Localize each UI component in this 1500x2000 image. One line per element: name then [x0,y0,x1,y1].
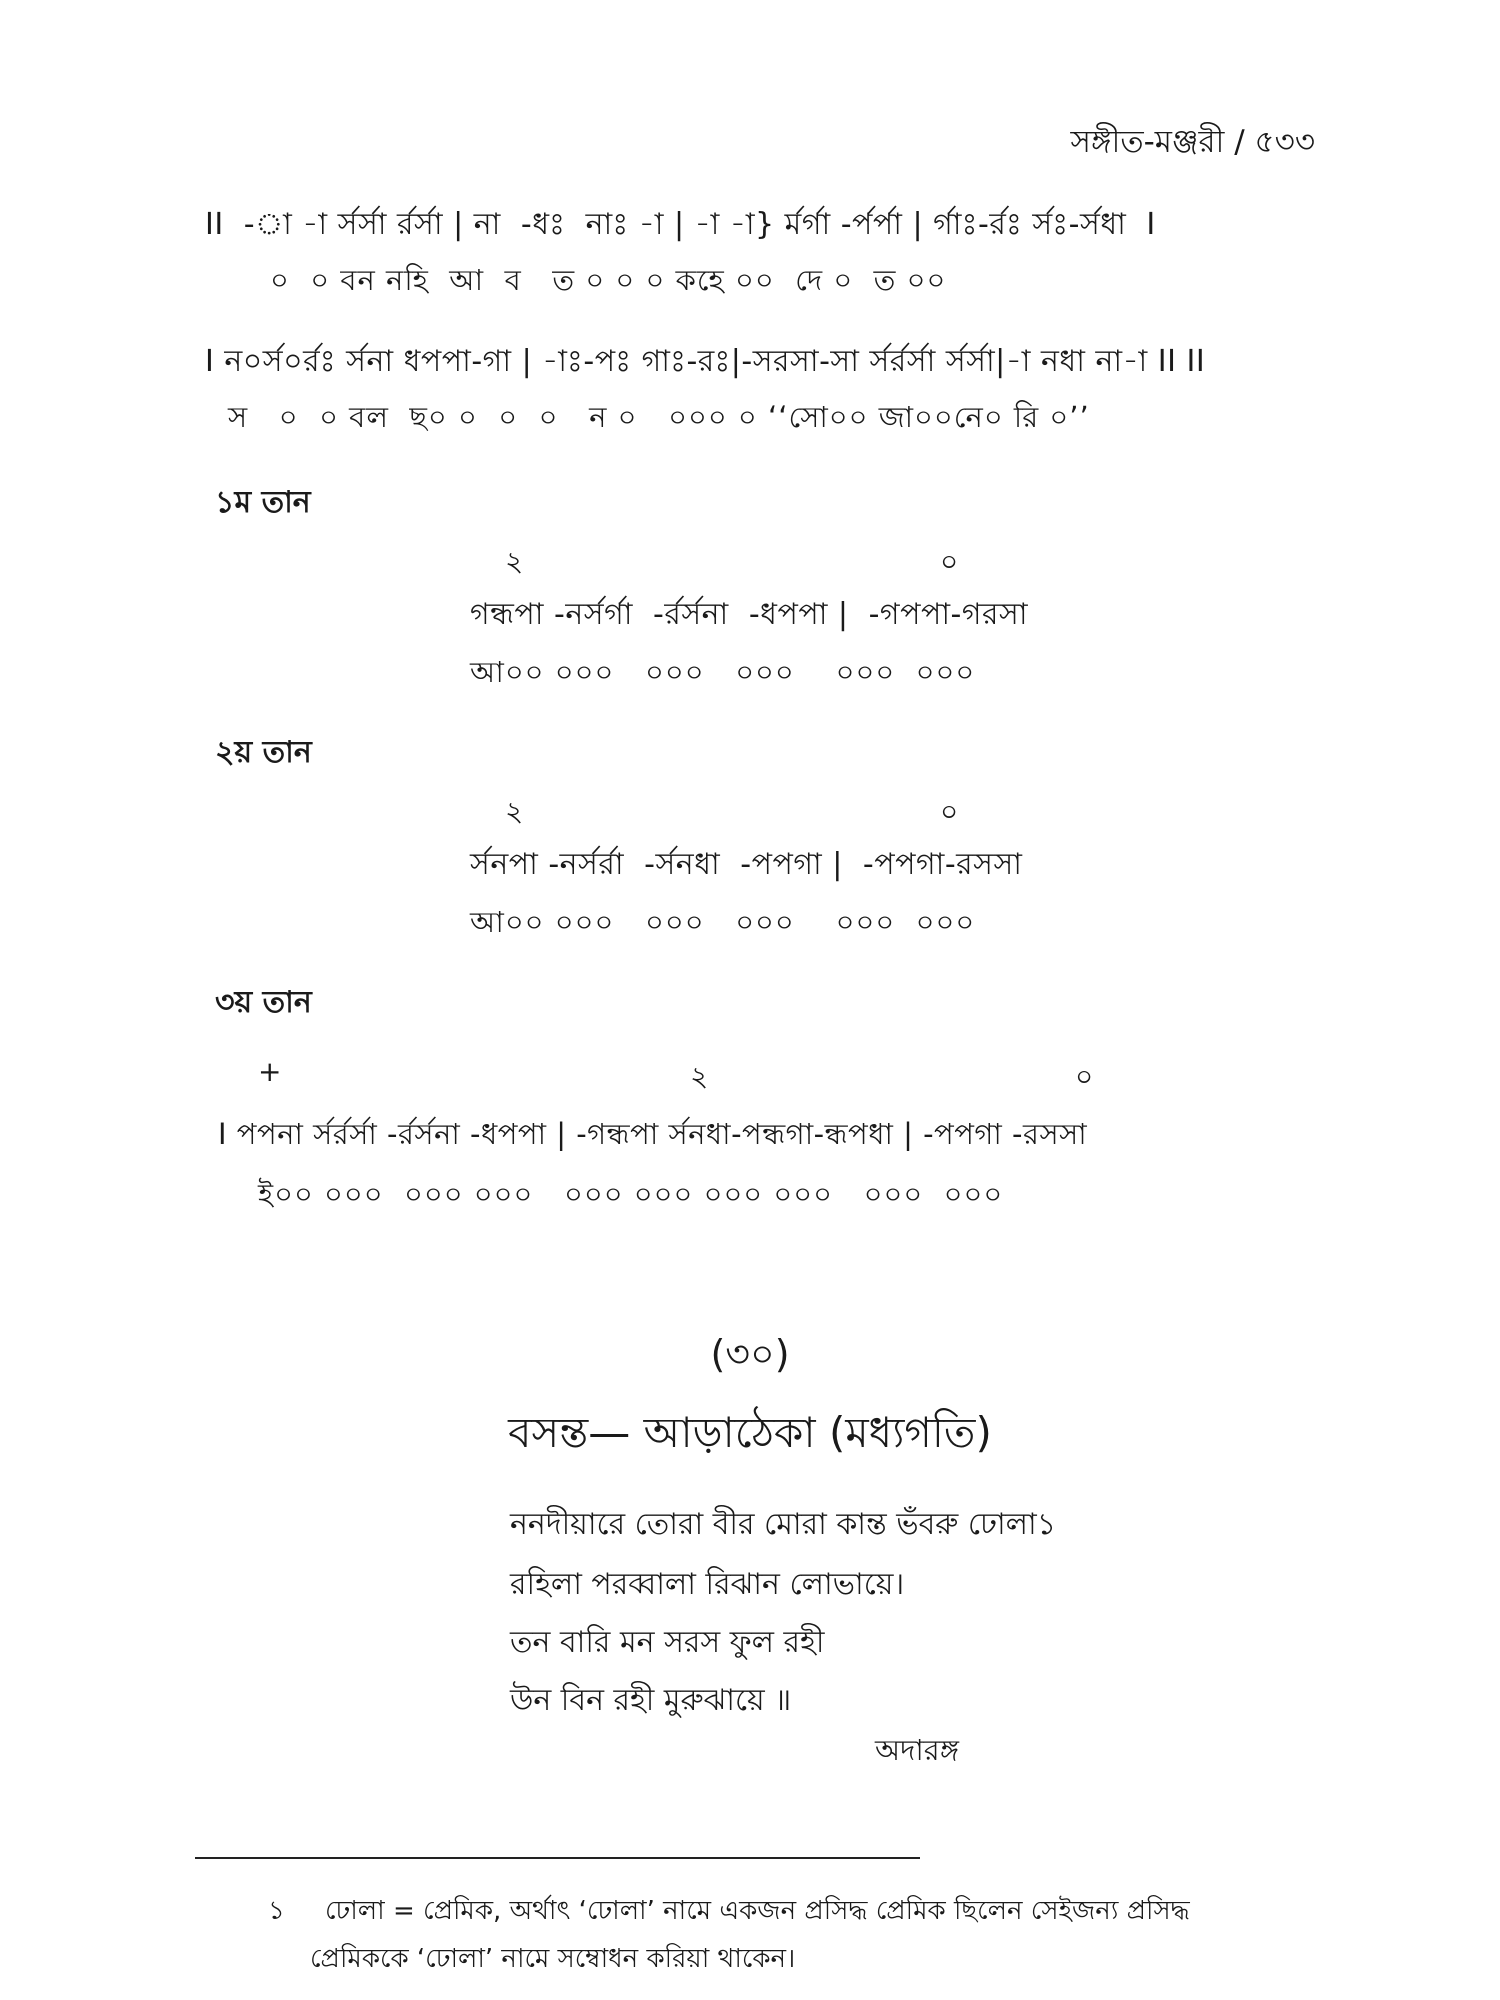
footnote-line-2: প্রেমিককে ‘ঢোলা’ নামে সম্বোধন করিয়া থাকেন। [310,1944,796,1974]
poem-line-4: উন বিন রহী মুরুঝায়ে ॥ [510,1683,792,1718]
tan-1-notes: গন্ধপা -নর্সর্গা -র্রর্সনা -ধপপা | -গপপা-গরসা [470,597,1029,632]
tan-2-beat-2: ২ [505,795,524,828]
tan-1-beat-0: ০ [940,545,959,578]
tan-2-notes: র্সনপা -নর্সর্রা -র্সনধা -পপগা | -পপগা-রসসা [470,847,1023,882]
song-number: (৩০) [710,1332,790,1376]
poem-line-1: ননদীয়ারে তোরা বীর মোরা কান্ত ভঁবরু ঢোলা১ [510,1507,1057,1542]
tan-3-notes: I পপনা র্সর্রর্সা -র্রর্সনা -ধপপা | -গন্ধপা র্সনধা-পন্ধগা-ন্ধপধা | -পপগা -রসসা [218,1117,1088,1151]
tan-1-beat-2: ২ [505,545,524,578]
tan-3-beat-0: ০ [1075,1060,1094,1093]
tan-3-beat-plus: + [258,1055,282,1088]
tan-2-title: ২য় তান [215,735,312,770]
tan-2-beat-0: ০ [940,795,959,828]
tan-3-title: ৩য় তান [215,985,312,1020]
page-header: সঙ্গীত-মঞ্জরী / ৫৩৩ [1070,124,1315,160]
lyric-line-1: ০ ০ বন নহি আ ব ত ০ ০ ০ কহে ০০ দে ০ ত ০০ [270,263,947,297]
poet-name: অদারঙ্গ [875,1733,959,1767]
notation-line-2: I ন০র্স০র্রঃ র্সনা ধপপা-গা | -াঃ-পঃ গাঃ-রঃ|-সরসা-সা র্সর্রর্সা র্সর্সা|-া নধা না-া II II [205,344,1206,379]
footnote-line-1: ঢোলা = প্রেমিক, অর্থাৎ ‘ঢোলা’ নামে একজন প্রসিদ্ধ প্রেমিক ছিলেন সেইজন্য প্রসিদ্ধ [325,1896,1190,1926]
footnote-marker: ১ [268,1896,285,1926]
tan-2-syllables: আ০০ ০০০ ০০০ ০০০ ০০০ ০০০ [470,905,976,939]
tan-1-syllables: আ০০ ০০০ ০০০ ০০০ ০০০ ০০০ [470,655,976,689]
footnote-divider [195,1857,920,1859]
tan-3-beat-2: ২ [690,1060,709,1093]
notation-line-1: II -া -া র্সর্সা র্রর্সা | না -ধঃ নাঃ -া | -া -া} র্মর্গা -র্পর্পা | র্গাঃ-র্রঃ র্সঃ-র্সধা I [205,207,1156,242]
poem-line-2: রহিলা পরব্বালা রিঝান লোভায়ে। [510,1567,905,1602]
song-title: বসন্ত— আড়াঠেকা (মধ্যগতি) [508,1408,992,1457]
tan-1-title: ১ম তান [215,485,311,520]
tan-3-syllables: ই০০ ০০০ ০০০ ০০০ ০০০ ০০০ ০০০ ০০০ ০০০ ০০০ [258,1177,1004,1211]
poem-line-3: তন বারি মন সরস ফুল রহী [510,1625,825,1660]
lyric-line-2: স ০ ০ বল ছ০ ০ ০ ০ ন ০ ০০০ ০ ‘‘সো০০ জা০০নে০ রি ০’’ [228,400,1090,434]
